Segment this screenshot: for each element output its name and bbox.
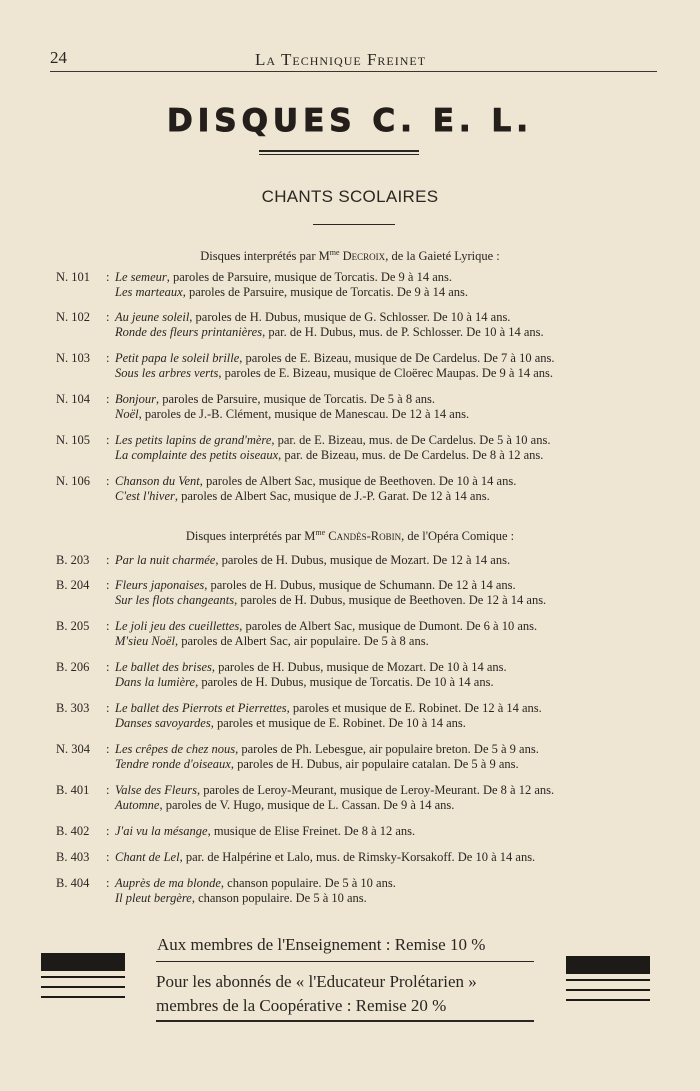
record-number: N. 103 <box>56 351 91 365</box>
song-line <box>115 824 415 839</box>
performer-heading <box>0 528 700 544</box>
song-credits: , paroles de H. Dubus, musique de Beethoven. De 12 à 14 ans. <box>234 593 547 607</box>
record-separator: : <box>106 824 110 838</box>
song-credits: , paroles de Parsuire, musique de Torcatis. De 9 à 14 ans. <box>182 285 468 299</box>
song-title: C'est l'hiver <box>115 489 175 503</box>
song-line <box>115 351 554 366</box>
record-separator: : <box>106 619 110 633</box>
page-number: 24 <box>50 48 67 67</box>
record-separator: : <box>106 270 110 284</box>
song-line <box>115 757 539 772</box>
song-line <box>115 660 507 675</box>
performer-prefix: Disques interprétés par M <box>185 529 316 544</box>
song-title: Chanson du Vent <box>115 474 200 488</box>
discount-rule <box>156 961 534 962</box>
song-title: Noël <box>115 407 139 421</box>
song-credits: , paroles de Ph. Lebesgue, air populaire breton. De 5 à 9 ans. <box>235 742 539 756</box>
song-title: Petit papa le soleil brille <box>115 351 240 365</box>
song-line <box>115 392 469 407</box>
song-title: M'sieu Noël <box>115 634 175 648</box>
song-line <box>115 798 554 813</box>
record-number: N. 105 <box>56 433 91 447</box>
record-number: B. 401 <box>56 783 90 797</box>
song-line <box>115 876 396 891</box>
song-line <box>115 619 537 634</box>
song-line <box>115 675 507 690</box>
discount-subscribers: Pour les abonnés de « l'Educateur Prolétarien » <box>156 972 477 991</box>
record-number: N. 102 <box>56 310 91 324</box>
song-credits: , paroles de Leroy-Meurant, musique de Leroy-Meurant. De 8 à 12 ans. <box>196 783 555 797</box>
song-line <box>115 433 550 448</box>
song-credits: , paroles de Parsuire, musique de Torcatis. De 5 à 8 ans. <box>155 392 436 406</box>
song-credits: , paroles de J.-B. Clément, musique de Manescau. De 12 à 14 ans. <box>138 407 470 421</box>
record-separator: : <box>106 351 110 365</box>
performer-heading <box>0 248 700 264</box>
record-separator: : <box>106 433 110 447</box>
performer-suffix: , de l'Opéra Comique : <box>401 529 515 544</box>
song-credits: , par. de Halpérine et Lalo, mus. de Rimsky-Korsakoff. De 10 à 14 ans. <box>179 850 536 864</box>
song-credits: , paroles de H. Dubus, musique de G. Schlosser. De 10 à 14 ans. <box>189 310 511 324</box>
record-separator: : <box>106 850 110 864</box>
song-credits: , paroles de Albert Sac, musique de Beethoven. De 10 à 14 ans. <box>199 474 517 488</box>
song-line <box>115 474 516 489</box>
record-number: N. 106 <box>56 474 91 488</box>
record-number: B. 303 <box>56 701 90 715</box>
record-number: B. 206 <box>56 660 90 674</box>
record-number: B. 204 <box>56 578 90 592</box>
record-songs <box>115 701 542 731</box>
song-line <box>115 270 468 285</box>
song-credits: , par. de H. Dubus, mus. de P. Schlosser. De 10 à 14 ans. <box>262 325 544 339</box>
record-separator: : <box>106 660 110 674</box>
song-line <box>115 850 535 865</box>
song-credits: , paroles de Albert Sac, musique de Dumont. De 6 à 10 ans. <box>239 619 538 633</box>
record-songs <box>115 392 469 422</box>
record-separator: : <box>106 783 110 797</box>
song-credits: , paroles de V. Hugo, musique de L. Cassan. De 9 à 14 ans. <box>159 798 455 812</box>
record-songs <box>115 742 539 772</box>
performer-prefix: Disques interprétés par M <box>200 249 330 264</box>
song-credits: , chanson populaire. De 5 à 10 ans. <box>220 876 396 890</box>
song-credits: , par. de Bizeau, mus. de De Cardelus. De 8 à 12 ans. <box>278 448 544 462</box>
performer-name: Decroix <box>342 249 386 264</box>
record-songs <box>115 824 415 839</box>
song-line <box>115 325 544 340</box>
page-title: DISQUES C. E. L. <box>166 103 533 139</box>
song-credits: , paroles et musique de E. Robinet. De 12 à 14 ans. <box>286 701 542 715</box>
song-line <box>115 553 510 568</box>
section-rule <box>313 224 395 225</box>
song-title: Auprès de ma blonde <box>115 876 221 890</box>
song-title: Fleurs japonaises <box>115 578 205 592</box>
song-line <box>115 634 537 649</box>
song-line <box>115 742 539 757</box>
running-header <box>50 46 657 76</box>
discount-rule-bottom <box>156 1020 534 1022</box>
record-number: B. 205 <box>56 619 90 633</box>
record-songs <box>115 310 544 340</box>
record-separator: : <box>106 578 110 592</box>
song-title: Valse des Fleurs <box>115 783 197 797</box>
song-credits: , paroles de E. Bizeau, musique de De Cardelus. De 7 à 10 ans. <box>239 351 555 365</box>
song-credits: , paroles de H. Dubus, musique de Schumann. De 12 à 14 ans. <box>204 578 516 592</box>
record-number: N. 104 <box>56 392 91 406</box>
song-credits: , paroles de H. Dubus, musique de Mozart. De 10 à 14 ans. <box>211 660 507 674</box>
song-title: La complainte des petits oiseaux <box>115 448 279 462</box>
song-title: Dans la lumière <box>115 675 196 689</box>
performer-suffix: , de la Gaieté Lyrique : <box>385 249 500 264</box>
song-line <box>115 578 546 593</box>
song-line <box>115 489 516 504</box>
record-separator: : <box>106 310 110 324</box>
song-line <box>115 366 554 381</box>
song-credits: , paroles et musique de E. Robinet. De 10 à 14 ans. <box>210 716 466 730</box>
song-title: Ronde des fleurs printanières <box>115 325 263 339</box>
song-line <box>115 407 469 422</box>
record-number: B. 402 <box>56 824 90 838</box>
section-title: CHANTS SCOLAIRES <box>261 187 439 206</box>
song-line <box>115 783 554 798</box>
song-title: Les marteaux <box>115 285 183 299</box>
song-title: Le ballet des Pierrots et Pierrettes <box>115 701 287 715</box>
song-line <box>115 891 396 906</box>
record-songs <box>115 351 554 381</box>
record-separator: : <box>106 701 110 715</box>
song-title: Automne <box>115 798 160 812</box>
song-title: Bonjour <box>115 392 156 406</box>
song-line <box>115 593 546 608</box>
record-songs <box>115 433 550 463</box>
record-separator: : <box>106 392 110 406</box>
song-title: J'ai vu la mésange <box>115 824 208 838</box>
song-title: Les crêpes de chez nous <box>115 742 236 756</box>
record-songs <box>115 660 507 690</box>
song-credits: , paroles de Parsuire, musique de Torcatis. De 9 à 14 ans. <box>166 270 453 284</box>
discount-cooperative: membres de la Coopérative : Remise 20 % <box>156 996 447 1015</box>
song-credits: , chanson populaire. De 5 à 10 ans. <box>191 891 367 905</box>
song-credits: , paroles de Albert Sac, air populaire. De 5 à 8 ans. <box>174 634 429 648</box>
title-rule <box>259 150 419 155</box>
song-title: Le semeur <box>115 270 167 284</box>
record-songs <box>115 270 468 300</box>
record-separator: : <box>106 474 110 488</box>
record-songs <box>115 876 396 906</box>
performer-title-sup: me <box>329 248 340 257</box>
record-number: B. 404 <box>56 876 90 890</box>
record-songs <box>115 783 554 813</box>
record-songs <box>115 850 535 865</box>
discount-teachers: Aux membres de l'Enseignement : Remise 10 % <box>157 935 486 954</box>
header-rule <box>50 71 657 72</box>
record-number: B. 403 <box>56 850 90 864</box>
record-songs <box>115 619 537 649</box>
song-title: Les petits lapins de grand'mère <box>115 433 272 447</box>
song-title: Danses savoyardes <box>115 716 211 730</box>
song-line <box>115 716 542 731</box>
song-credits: , musique de Elise Freinet. De 8 à 12 ans. <box>207 824 416 838</box>
record-songs <box>115 553 510 568</box>
record-songs <box>115 578 546 608</box>
song-title: Il pleut bergère <box>115 891 192 905</box>
record-separator: : <box>106 742 110 756</box>
performer-title-sup: me <box>315 528 326 537</box>
journal-title: La Technique Freinet <box>255 50 427 69</box>
song-credits: , paroles de H. Dubus, musique de Mozart. De 12 à 14 ans. <box>215 553 511 567</box>
song-title: Le joli jeu des cueillettes <box>115 619 240 633</box>
song-line <box>115 701 542 716</box>
song-line <box>115 310 544 325</box>
song-credits: , paroles de H. Dubus, musique de Torcatis. De 10 à 14 ans. <box>195 675 494 689</box>
discount-notice <box>0 930 700 1030</box>
song-title: Par la nuit charmée <box>115 553 216 567</box>
song-credits: , par. de E. Bizeau, mus. de De Cardelus. De 5 à 10 ans. <box>271 433 551 447</box>
song-title: Chant de Lel <box>115 850 180 864</box>
song-credits: , paroles de H. Dubus, air populaire catalan. De 5 à 9 ans. <box>230 757 519 771</box>
record-number: N. 101 <box>56 270 91 284</box>
song-title: Au jeune soleil <box>115 310 190 324</box>
song-line <box>115 448 550 463</box>
song-title: Sous les arbres verts <box>115 366 219 380</box>
record-separator: : <box>106 553 110 567</box>
record-number: B. 203 <box>56 553 90 567</box>
performer-name: Candès-Robin <box>328 529 402 544</box>
song-credits: , paroles de E. Bizeau, musique de Cloërec Maupas. De 9 à 14 ans. <box>218 366 553 380</box>
song-title: Sur les flots changeants <box>115 593 235 607</box>
song-line <box>115 285 468 300</box>
song-title: Tendre ronde d'oiseaux <box>115 757 231 771</box>
record-songs <box>115 474 516 504</box>
song-credits: , paroles de Albert Sac, musique de J.-P. Garat. De 12 à 14 ans. <box>174 489 490 503</box>
record-separator: : <box>106 876 110 890</box>
song-title: Le ballet des brises <box>115 660 212 674</box>
record-number: N. 304 <box>56 742 91 756</box>
